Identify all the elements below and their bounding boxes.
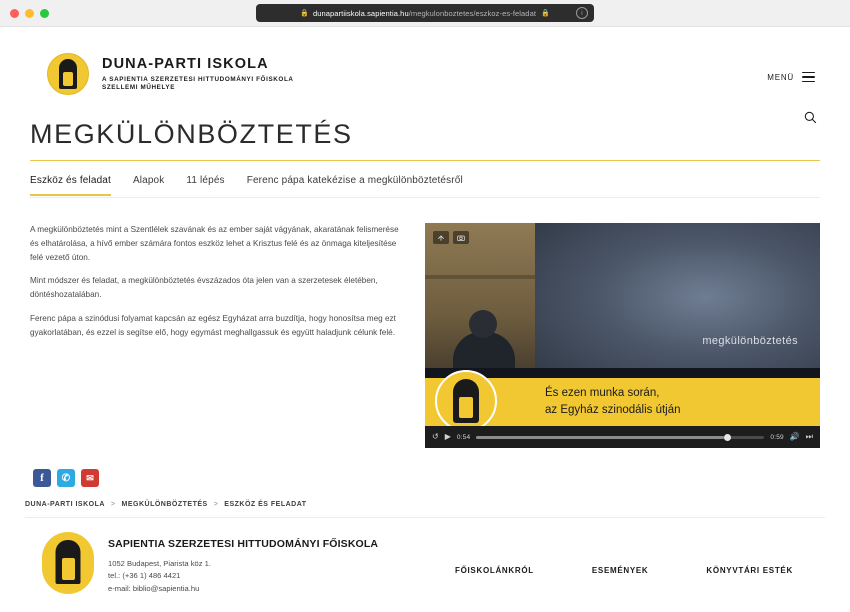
footer-contact [108,538,378,595]
video-overlay-buttons[interactable] [433,231,469,244]
site-brand[interactable] [47,53,294,95]
breadcrumb-separator: > [213,501,219,508]
page-viewport [0,27,850,612]
menu-toggle-button[interactable] [767,72,815,82]
share-icon[interactable] [433,231,449,244]
footer-phone: tel.: (+36 1) 486 4421 [108,571,181,581]
site-footer [0,523,850,612]
footer-link-konyvtari-estek[interactable]: KÖNYVTÁRI ESTÉK [706,566,793,575]
tab-11-lepes[interactable]: 11 lépés [186,175,225,186]
camera-icon[interactable] [453,231,469,244]
breadcrumb [25,501,307,508]
play-icon[interactable]: ▶ [444,432,451,441]
rewind-icon[interactable]: ↺ [432,432,439,441]
page-info-icon[interactable]: i [576,7,588,19]
video-player[interactable] [425,223,820,448]
site-header [0,27,850,105]
breadcrumb-item-section[interactable]: MEGKÜLÖNBÖZTETÉS [121,501,208,508]
twitter-share-button[interactable]: ✆ [57,469,75,487]
footer-navigation [455,566,793,575]
footer-link-esemenyek[interactable]: ESEMÉNYEK [591,566,649,575]
search-icon [804,111,817,124]
tabs-divider [30,197,820,198]
menu-label: MENÜ [767,72,794,82]
article-body [30,223,402,340]
breadcrumb-separator: > [110,501,116,508]
tab-alapok[interactable]: Alapok [132,175,165,186]
title-divider [30,160,820,161]
tab-ferenc-papa-katekezise[interactable]: Ferenc pápa katekézise a megkülönböztetésről [246,175,463,186]
hamburger-icon [802,72,815,82]
email-share-button[interactable]: ✉ [81,469,99,487]
article-paragraph: A megkülönböztetés mint a Szentlélek szavának és az ember saját vágyának, akaratának felismerése és elhatárolása, a hívő ember számára fontos eszköz lehet a Krisztus felé és az önmaga kiteljesítése felé vezető úton. [30,225,399,263]
caption-line-2: az Egyház szinodális útján [545,404,681,416]
breadcrumb-divider [25,517,825,518]
brand-subtitle-line1: A SAPIENTIA SZERZETESI HITTUDOMÁNYI FŐISKOLA [102,75,294,83]
video-progress-slider[interactable] [476,436,764,439]
volume-icon[interactable]: 🔊 [789,432,800,441]
browser-titlebar [0,0,850,27]
brand-title: DUNA-PARTI ISKOLA [102,56,269,73]
social-share-bar [33,469,99,487]
total-time: 0:59 [770,433,784,441]
article-paragraph: Ferenc pápa a szinódusi folyamat kapcsán az egész Egyházat arra buzdítja, hogy honosítsa meg ezt gyakorlatában, és ezzel is segítse elő, hogy egymást meghallgassuk és együtt haladjunk célunk felé. [30,313,396,337]
video-controls[interactable] [425,426,820,448]
school-crest-icon [42,532,94,594]
url-host: dunapartiiskola.sapientia.hu [312,8,409,18]
next-icon[interactable]: ⏭ [805,432,813,441]
footer-link-foiskolankrol[interactable]: FŐISKOLÁNKRÓL [455,566,534,575]
facebook-share-button[interactable]: f [33,469,51,487]
secure-lock-icon: 🔒 [541,10,550,17]
projected-text: megkülönböztetés [702,335,798,347]
url-path: /megkulonboztetes/eszkoz-es-feladat [408,8,537,18]
current-time: 0:54 [456,433,471,441]
footer-organization: SAPIENTIA SZERZETESI HITTUDOMÁNYI FŐISKOLA [108,538,379,550]
brand-subtitle-line2: SZELLEMI MŰHELYE [102,83,176,91]
brand-text [102,57,294,91]
caption-line-1: És ezen munka során, [545,387,660,400]
article-paragraph: Mint módszer és feladat, a megkülönböztetés évszázados óta jelen van a szerzetesek életében, döntéshozatalában. [30,276,378,300]
school-crest-icon [435,370,497,432]
address-bar[interactable] [256,4,594,22]
breadcrumb-item-home[interactable]: DUNA-PARTI ISKOLA [25,501,105,508]
content-tabs [30,175,463,196]
close-window-button[interactable] [10,9,19,18]
page-title: MEGKÜLÖNBÖZTETÉS [30,119,353,149]
school-crest-icon [47,53,89,95]
projection-screen [533,223,820,388]
lock-icon: 🔒 [300,10,309,17]
minimize-window-button[interactable] [25,9,34,18]
search-button[interactable] [798,105,822,129]
tab-eszkoz-es-feladat[interactable]: Eszköz és feladat [30,175,111,196]
breadcrumb-item-current: ESZKÖZ ÉS FELADAT [224,501,307,508]
window-traffic-lights[interactable] [10,9,49,18]
maximize-window-button[interactable] [40,9,49,18]
footer-email[interactable]: e-mail: biblio@sapientia.hu [108,583,200,593]
footer-address: 1052 Budapest, Piarista köz 1. [108,559,212,568]
video-frame [425,223,820,448]
